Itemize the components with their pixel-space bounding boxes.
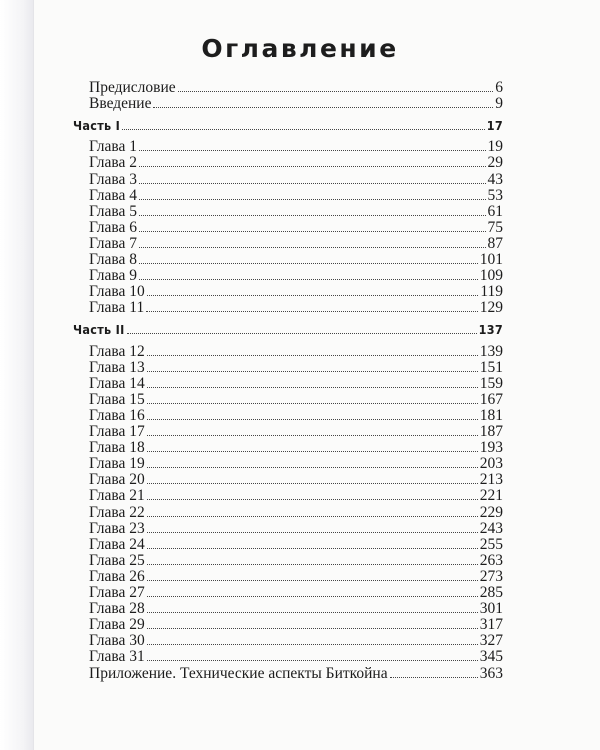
dot-leader	[147, 483, 478, 484]
toc-page-number: 159	[479, 374, 503, 392]
toc-entry-chapter	[89, 251, 503, 268]
toc-entry-chapter	[89, 187, 503, 204]
toc-entry-chapter	[89, 600, 503, 617]
toc-entry-chapter	[89, 391, 503, 408]
toc-entry-label: Глава 10	[89, 283, 145, 301]
toc-entry-front	[89, 79, 503, 96]
toc-page-number: 61	[487, 202, 503, 220]
dot-leader	[139, 215, 485, 216]
toc-page-number: 75	[487, 218, 503, 236]
toc-entry-label: Глава 20	[89, 471, 145, 489]
dot-leader	[147, 596, 478, 597]
toc-entry-chapter	[89, 504, 503, 521]
toc-page-number: 151	[479, 358, 503, 376]
toc-entry-chapter	[89, 648, 503, 665]
dot-leader	[139, 150, 485, 151]
toc-page-number: 243	[479, 519, 503, 537]
toc-entry-chapter	[89, 632, 503, 649]
toc-entry-label: Глава 11	[89, 299, 145, 317]
toc-page-number: 9	[495, 95, 503, 113]
dot-leader	[147, 499, 478, 500]
dot-leader	[178, 91, 494, 92]
toc-entry-chapter	[89, 455, 503, 472]
toc-page-number: 87	[487, 234, 503, 252]
toc-entry-label: Часть I	[73, 118, 121, 134]
dot-leader	[127, 333, 477, 334]
dot-leader	[139, 183, 485, 184]
toc-page-number: 17	[486, 118, 503, 134]
toc-page-number: 193	[479, 439, 503, 457]
toc-entry-label: Глава 31	[89, 648, 145, 666]
toc-entry-label: Глава 13	[89, 358, 145, 376]
toc-entry-chapter	[89, 283, 503, 300]
toc-entry-label: Глава 16	[89, 406, 145, 424]
toc-entry-label: Глава 18	[89, 439, 145, 457]
dot-leader	[147, 467, 478, 468]
dot-leader	[147, 355, 478, 356]
dot-leader	[147, 548, 478, 549]
toc-entry-label: Глава 24	[89, 535, 145, 553]
toc-entry-chapter	[89, 584, 503, 601]
toc-page-number: 137	[478, 322, 503, 338]
toc-entry-label: Глава 3	[89, 170, 138, 188]
dot-leader	[147, 387, 478, 388]
toc-entry-chapter	[89, 439, 503, 456]
toc-page-number: 255	[479, 535, 503, 553]
dot-leader	[147, 516, 478, 517]
toc-entry-chapter	[89, 375, 503, 392]
dot-leader	[139, 247, 485, 248]
dot-leader	[147, 564, 478, 565]
dot-leader	[153, 107, 493, 108]
toc-entry-label: Глава 25	[89, 551, 145, 569]
toc-part-heading	[73, 117, 503, 134]
toc-entry-chapter	[89, 171, 503, 188]
toc-page-number: 203	[479, 455, 503, 473]
toc-entry-chapter	[89, 536, 503, 553]
toc-entry-chapter	[89, 520, 503, 537]
toc-page-number: 301	[479, 600, 503, 618]
dot-leader	[139, 166, 485, 167]
toc-page-number: 6	[495, 79, 503, 96]
toc-page-number: 109	[479, 267, 503, 285]
toc-entry-label: Глава 4	[89, 186, 138, 204]
toc-page-number: 119	[480, 283, 503, 301]
dot-leader	[147, 403, 478, 404]
dot-leader	[146, 311, 478, 312]
toc-entry-label: Глава 15	[89, 390, 145, 408]
toc-entry-label: Глава 8	[89, 251, 138, 268]
toc-page-number: 43	[487, 170, 503, 188]
toc-entry-chapter	[89, 235, 503, 252]
toc-page-number: 187	[479, 423, 503, 440]
toc-page-number: 285	[479, 584, 503, 601]
toc-entry-chapter	[89, 343, 503, 360]
dot-leader	[147, 371, 478, 372]
dot-leader	[147, 660, 478, 661]
dot-leader	[139, 279, 478, 280]
toc-entry-label: Предисловие	[89, 79, 176, 96]
toc-page-number: 181	[479, 406, 503, 424]
dot-leader	[147, 532, 478, 533]
toc-page-number: 29	[487, 154, 503, 172]
toc-page-number: 19	[487, 138, 503, 156]
toc-page-number: 129	[479, 299, 503, 317]
toc-entry-chapter	[89, 219, 503, 236]
toc-entry-chapter	[89, 552, 503, 569]
toc-entry-chapter	[89, 299, 503, 316]
page-title: Оглавление	[201, 34, 399, 63]
toc-entry-label: Введение	[89, 95, 152, 113]
toc-entry-label: Глава 1	[89, 138, 138, 156]
toc-page-number: 263	[479, 551, 503, 569]
toc-page-number: 101	[479, 251, 503, 268]
toc-entry-label: Глава 9	[89, 267, 138, 285]
toc-part-heading	[73, 321, 503, 338]
toc-page-number: 345	[479, 648, 503, 666]
toc-page-number: 167	[479, 390, 503, 408]
toc-page-number: 317	[479, 616, 503, 634]
dot-leader	[147, 451, 478, 452]
toc-page-number: 53	[487, 186, 503, 204]
dot-leader	[139, 263, 478, 264]
toc-entry-appendix	[89, 665, 503, 682]
toc-entry-chapter	[89, 471, 503, 488]
toc-entry-chapter	[89, 423, 503, 440]
toc-entry-label: Глава 14	[89, 374, 145, 392]
toc-entry-chapter	[89, 616, 503, 633]
toc-entry-label: Глава 12	[89, 342, 145, 360]
dot-leader	[139, 231, 485, 232]
toc-entry-label: Приложение. Технические аспекты Биткойна	[89, 664, 388, 682]
dot-leader	[147, 644, 478, 645]
toc-entry-chapter	[89, 203, 503, 220]
toc-entry-label: Глава 17	[89, 423, 145, 440]
toc-entry-chapter	[89, 407, 503, 424]
dot-leader	[147, 435, 478, 436]
toc-page-number: 221	[479, 487, 503, 505]
toc-page-number: 229	[479, 503, 503, 521]
toc-entry-label: Глава 19	[89, 455, 145, 473]
toc-entry-chapter	[89, 568, 503, 585]
toc-entry-front	[89, 95, 503, 112]
toc-page-number: 139	[479, 342, 503, 360]
toc-page-number: 273	[479, 567, 503, 585]
toc-entry-label: Глава 28	[89, 600, 145, 618]
toc-page-number: 327	[479, 632, 503, 650]
toc-entry-label: Глава 6	[89, 218, 138, 236]
toc-entry-label: Глава 23	[89, 519, 145, 537]
toc-entry-label: Глава 30	[89, 632, 145, 650]
toc-entry-label: Глава 22	[89, 503, 145, 521]
dot-leader	[147, 580, 478, 581]
toc-entry-label: Глава 2	[89, 154, 138, 172]
toc-entry-label: Глава 21	[89, 487, 145, 505]
toc-entry-label: Глава 5	[89, 202, 138, 220]
toc-entry-chapter	[89, 138, 503, 155]
dot-leader	[390, 677, 478, 678]
toc-entry-chapter	[89, 487, 503, 504]
dot-leader	[139, 199, 485, 200]
toc-entry-label: Глава 7	[89, 234, 138, 252]
toc-entry-label: Глава 27	[89, 584, 145, 601]
dot-leader	[147, 612, 478, 613]
dot-leader	[122, 129, 485, 130]
toc-entry-label: Глава 29	[89, 616, 145, 634]
toc-entry-label: Часть II	[73, 322, 125, 338]
dot-leader	[147, 419, 478, 420]
toc-entry-chapter	[89, 359, 503, 376]
dot-leader	[147, 628, 478, 629]
toc-page-number: 213	[479, 471, 503, 489]
toc-entry-chapter	[89, 154, 503, 171]
toc-page-number: 363	[479, 664, 503, 682]
toc-entry-chapter	[89, 267, 503, 284]
toc-entry-label: Глава 26	[89, 567, 145, 585]
dot-leader	[147, 295, 479, 296]
